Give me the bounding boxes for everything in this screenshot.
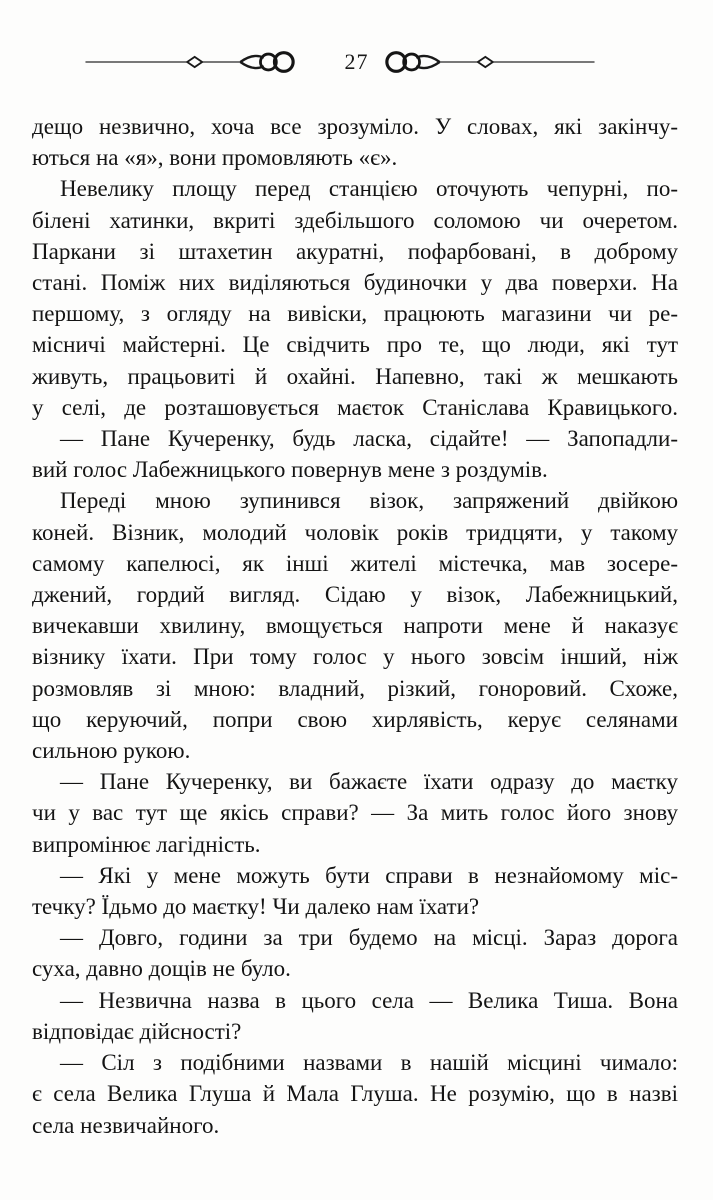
text-line: місничі майстерні. Це свідчить про те, що люди, які тут: [32, 332, 678, 358]
text-line: першому, з огляду на вивіски, працюють магазини чи ре-: [32, 301, 678, 327]
text-line: села незвичайного.: [32, 1112, 220, 1138]
paragraph: [32, 922, 678, 984]
paragraph: [32, 1047, 678, 1141]
text-line: — Незвична назва в цього села — Велика Тиша. Вона: [60, 987, 678, 1013]
text-line: у селі, де розташовується маєток Станіслава Кравицького.: [32, 394, 678, 420]
text-line: Невелику площу перед станцією оточують чепурні, по-: [60, 176, 678, 202]
text-line: — Які у мене можуть бути справи в незнайомому міс-: [60, 862, 678, 888]
paragraph: [32, 173, 678, 423]
text-line: суха, давно дощів не було.: [32, 956, 291, 982]
text-line: течку? Їдьмо до маєтку! Чи далеко нам їхати?: [32, 894, 480, 920]
text-line: візнику їхати. При тому голос у нього зовсім інший, ніж: [32, 644, 678, 670]
text-line: відповідає дійсності?: [32, 1018, 242, 1044]
text-line: ються на «я», вони промовляють «є».: [32, 145, 398, 171]
paragraph: [32, 985, 678, 1047]
page-number: 27: [344, 49, 369, 74]
text-block: [32, 111, 678, 1141]
text-line: — Пане Кучеренку, будь ласка, сідайте! — Запопадли-: [60, 426, 678, 452]
paragraph: [32, 860, 678, 922]
paragraph: [32, 766, 678, 860]
text-line: вичекавши хвилину, вмощується напроти мене й наказує: [32, 613, 678, 639]
text-line: — Сіл з подібними назвами в нашій місцині чимало:: [60, 1050, 678, 1076]
text-line: Паркани зі штахетин акуратні, пофарбовані, в доброму: [32, 238, 678, 264]
text-line: самому капелюсі, як інші жителі містечка, мав зосере-: [32, 550, 678, 576]
text-line: коней. Візник, молодий чоловік років тридцяти, у такому: [32, 519, 678, 545]
text-line: джений, гордий вигляд. Сідаю у візок, Лабежницький,: [32, 582, 678, 608]
text-line: — Пане Кучеренку, ви бажаєте їхати одразу до маєтку: [60, 769, 678, 795]
text-line: розмовляв зі мною: владний, різкий, гоноровий. Схоже,: [32, 675, 678, 701]
text-line: є села Велика Глуша й Мала Глуша. Не розумію, що в назві: [32, 1081, 678, 1107]
text-line: живуть, працьовиті й охайні. Напевно, такі ж мешкають: [32, 363, 678, 389]
text-line: сильною рукою.: [32, 738, 191, 764]
text-line: що керуючий, попри свою хирлявість, керує селянами: [32, 706, 678, 732]
text-line: чи у вас тут ще якісь справи? — За мить голос його знову: [32, 800, 678, 826]
text-line: дещо незвично, хоча все зрозуміло. У словах, які закінчу-: [32, 114, 678, 139]
paragraph: [32, 423, 678, 485]
text-line: випромінює лагідність.: [32, 831, 261, 857]
paragraph: [32, 485, 678, 766]
header-rule-right-icon: [384, 48, 596, 76]
text-line: — Довго, години за три будемо на місці. Зараз дорога: [60, 925, 678, 951]
text-line: стані. Поміж них виділяються будиночки у два поверхи. На: [32, 270, 678, 296]
text-line: вий голос Лабежницького повернув мене з роздумів.: [32, 457, 548, 483]
paragraph: [32, 111, 678, 173]
text-line: Переді мною зупинився візок, запряжений двійкою: [60, 488, 678, 514]
text-line: білені хатинки, вкриті здебільшого соломою чи очеретом.: [32, 207, 678, 233]
